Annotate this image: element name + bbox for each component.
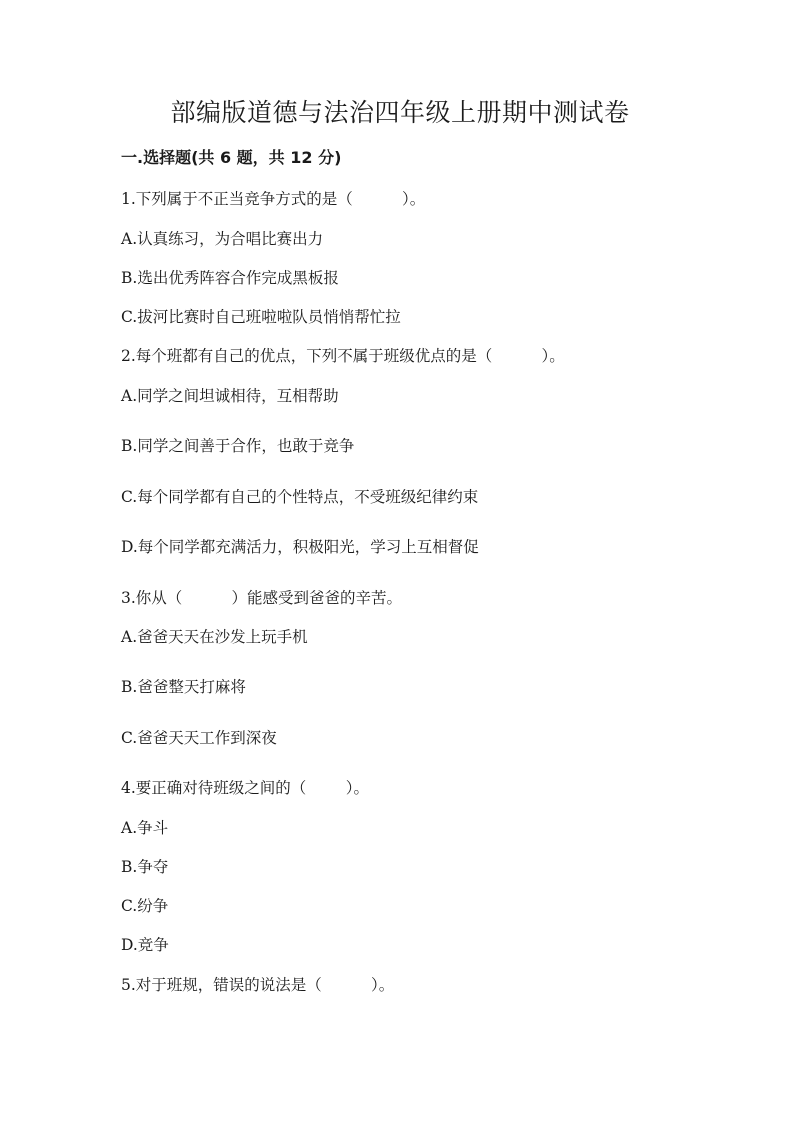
question-2-option-b[interactable]: B.同学之间善于合作，也敢于竞争 [121, 437, 355, 455]
question-3-option-a[interactable]: A.爸爸天天在沙发上玩手机 [121, 628, 308, 646]
question-2-option-c[interactable]: C.每个同学都有自己的个性特点，不受班级纪律约束 [121, 488, 479, 506]
question-2-option-a[interactable]: A.同学之间坦诚相待，互相帮助 [121, 387, 339, 405]
question-5-stem: 5.对于班规，错误的说法是（ ）。 [121, 976, 395, 994]
question-1-stem: 1.下列属于不正当竞争方式的是（ ）。 [121, 190, 426, 208]
question-3-option-c[interactable]: C.爸爸天天工作到深夜 [121, 729, 277, 747]
question-4-stem: 4.要正确对待班级之间的（ ）。 [121, 779, 369, 797]
question-4-option-c[interactable]: C.纷争 [121, 897, 169, 915]
question-3-option-b[interactable]: B.爸爸整天打麻将 [121, 678, 246, 696]
question-1-option-c[interactable]: C.拔河比赛时自己班啦啦队员悄悄帮忙拉 [121, 308, 401, 326]
question-4-option-d[interactable]: D.竞争 [121, 936, 169, 954]
question-2-stem: 2.每个班都有自己的优点，下列不属于班级优点的是（ ）。 [121, 347, 565, 365]
question-2-option-d[interactable]: D.每个同学都充满活力，积极阳光，学习上互相督促 [121, 538, 479, 556]
question-3-stem: 3.你从（ ）能感受到爸爸的辛苦。 [121, 589, 403, 607]
question-4-option-a[interactable]: A.争斗 [121, 819, 169, 837]
question-1-option-b[interactable]: B.选出优秀阵容合作完成黑板报 [121, 269, 339, 287]
section-heading: 一.选择题(共 6 题，共 12 分) [121, 148, 342, 167]
question-1-option-a[interactable]: A.认真练习，为合唱比赛出力 [121, 230, 324, 248]
page-title: 部编版道德与法治四年级上册期中测试卷 [170, 98, 630, 127]
question-4-option-b[interactable]: B.争夺 [121, 858, 169, 876]
